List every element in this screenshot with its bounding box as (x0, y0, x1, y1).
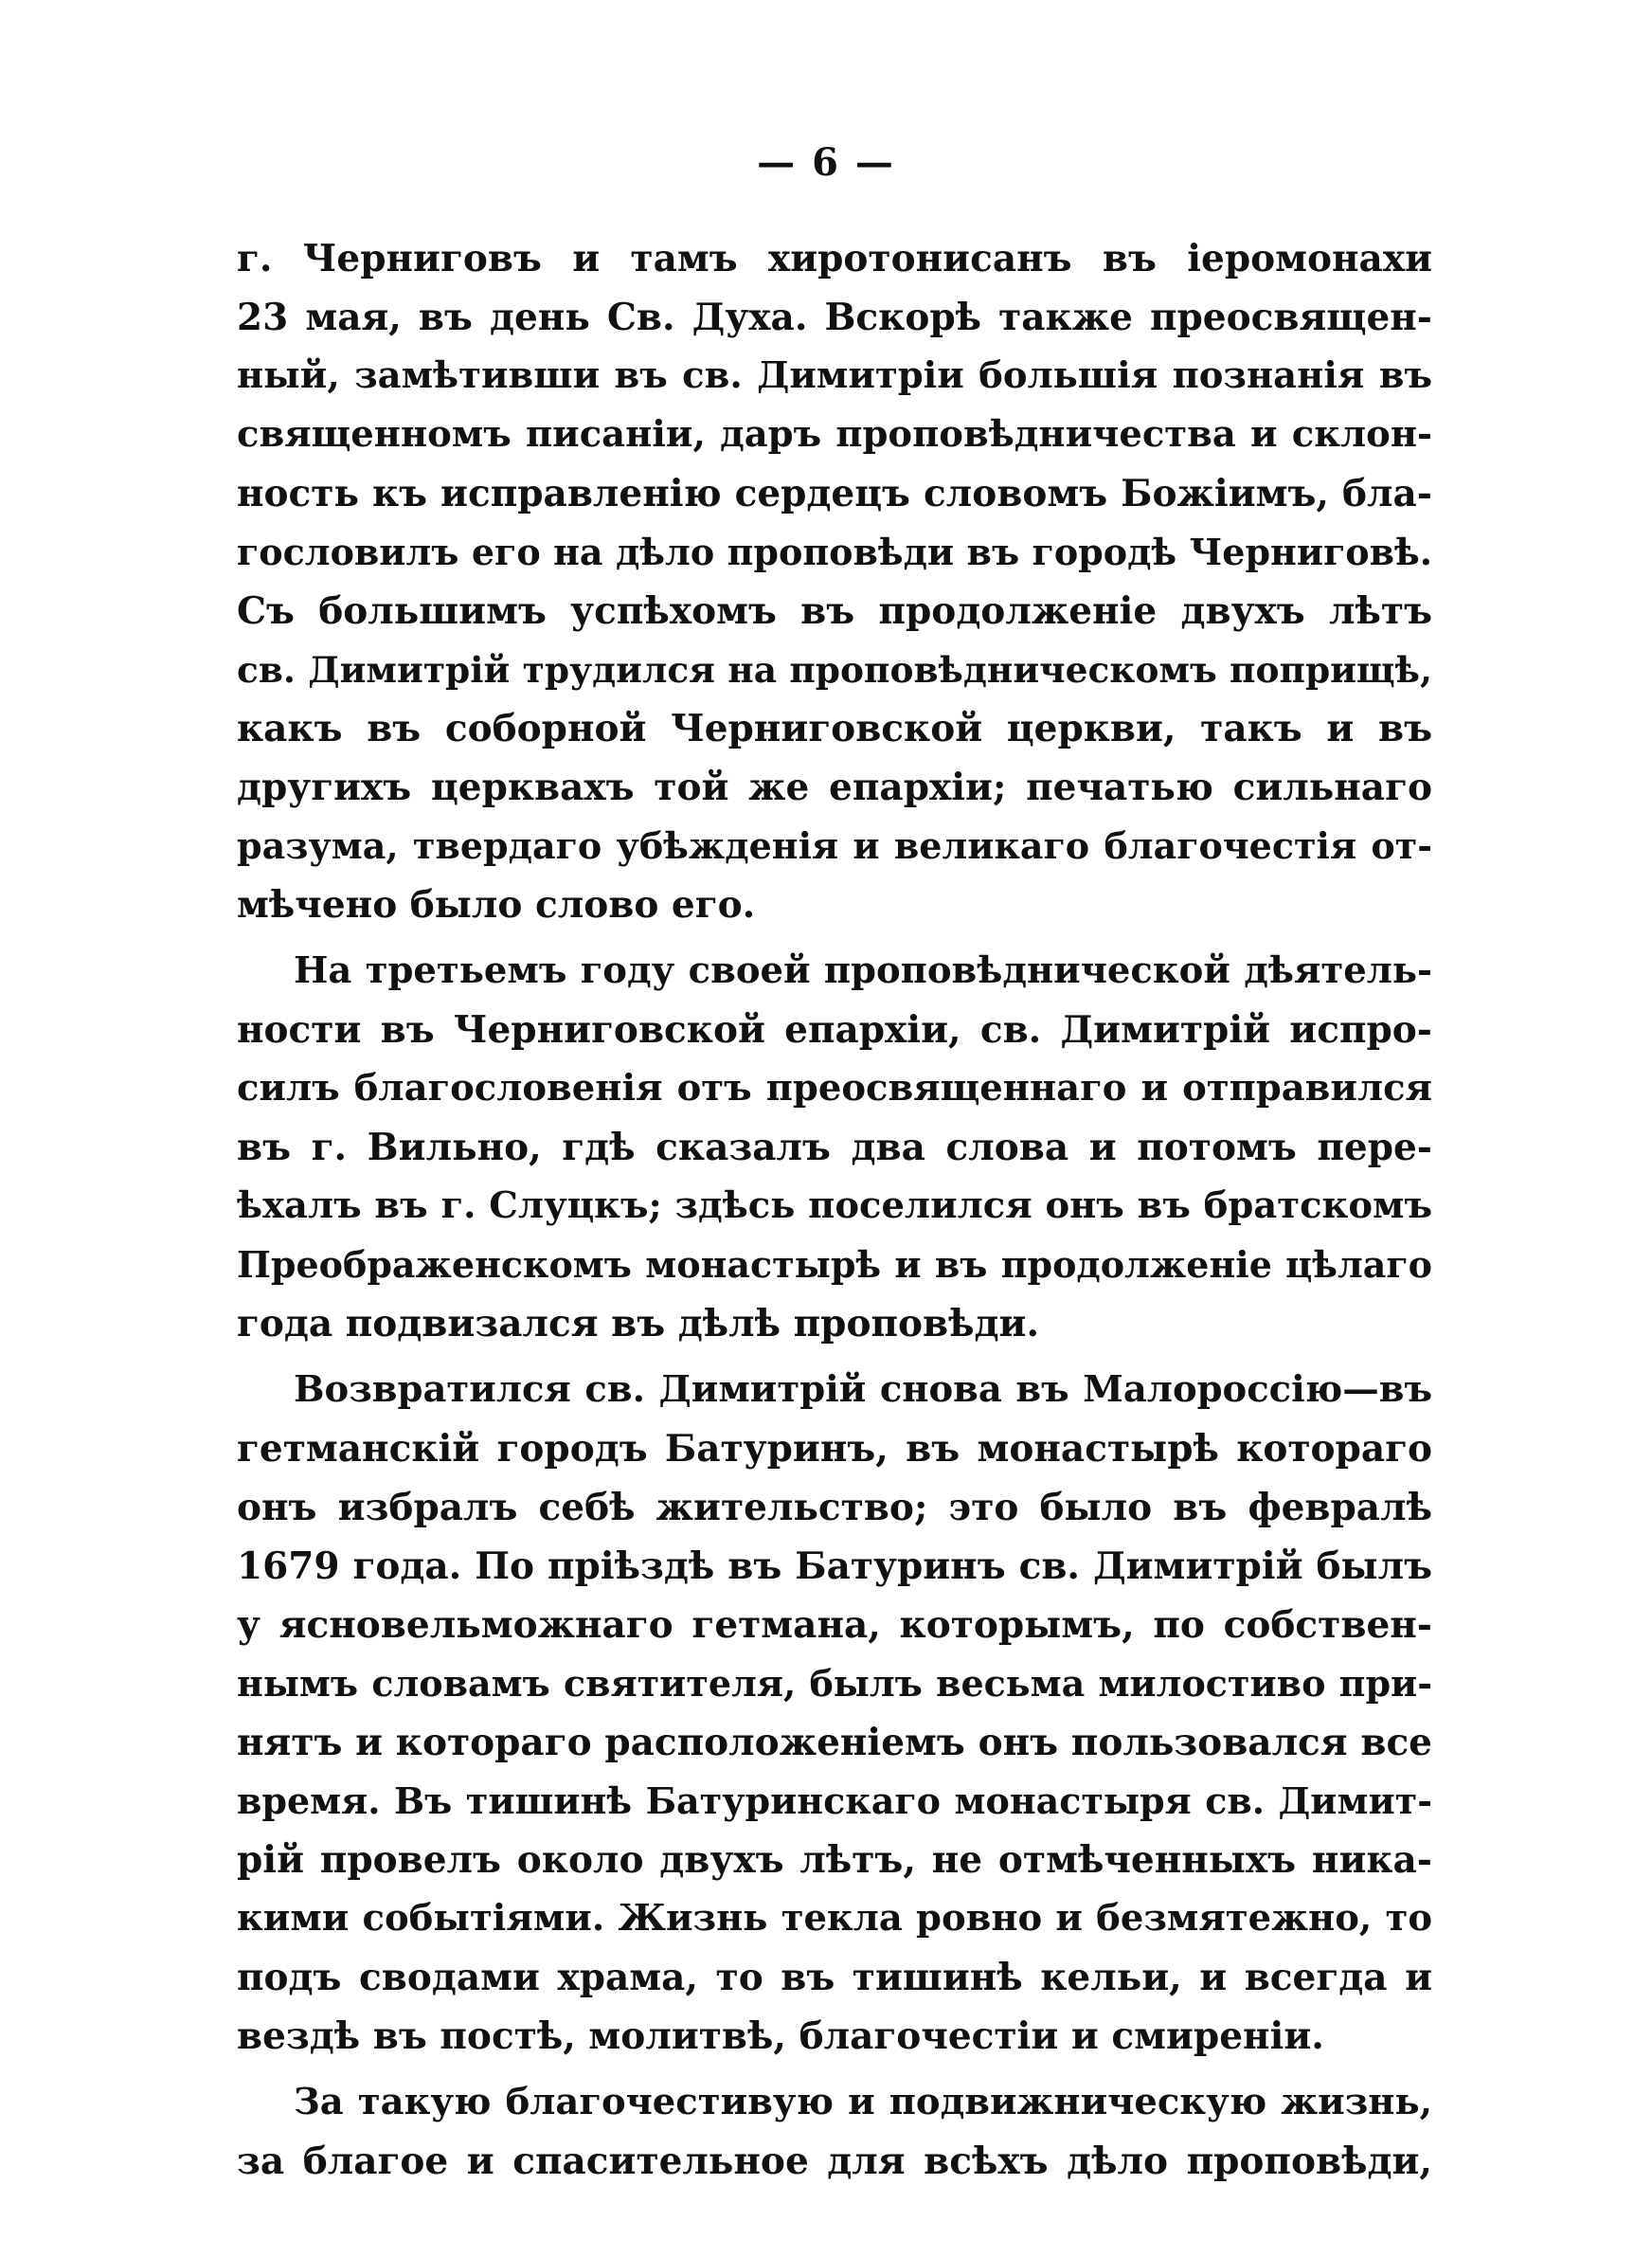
text-line: Съ большимъ успѣхомъ въ продолженіе двухъ лѣтъ (237, 589, 1432, 633)
text-line: нятъ и котораго расположеніемъ онъ пользовался все (237, 1721, 1432, 1764)
body-text (237, 229, 1432, 2191)
text-line: вездѣ въ постѣ, молитвѣ, благочестіи и смиреніи. (237, 2014, 1324, 2058)
page-number: — 6 — (757, 140, 895, 185)
text-line: рій провелъ около двухъ лѣтъ, не отмѣченныхъ ника- (237, 1838, 1432, 1882)
text-line: время. Въ тишинѣ Батуринскаго монастыря св. Димит- (237, 1779, 1432, 1822)
text-line: За такую благочестивую и подвижническую жизнь, (294, 2081, 1432, 2123)
text-line: Возвратился св. Димитрій снова въ Малороссію—въ (294, 1368, 1432, 1411)
text-line: другихъ церквахъ той же епархіи; печатью сильнаго (237, 766, 1432, 809)
text-line: подъ сводами храма, то въ тишинѣ кельи, и всегда и (237, 1956, 1432, 1999)
paragraph-1 (237, 229, 1432, 934)
text-line: мѣчено было слово его. (237, 883, 756, 927)
text-line: года подвизался въ дѣлѣ проповѣди. (237, 1302, 1040, 1345)
text-line: онъ избралъ себѣ жительство; это было въ февралѣ (237, 1486, 1432, 1529)
text-line: за благое и спасительное для всѣхъ дѣло проповѣди, (237, 2140, 1432, 2183)
text-line: разума, твердаго убѣжденія и великаго благочестія от- (237, 824, 1432, 867)
text-line: кими событіями. Жизнь текла ровно и безмятежно, то (237, 1897, 1432, 1940)
text-line: г. Черниговъ и тамъ хиротонисанъ въ іеромонахи (237, 237, 1432, 280)
paragraph-4 (237, 2073, 1432, 2191)
paragraph-3 (237, 1361, 1432, 2066)
text-line: священномъ писаніи, даръ проповѣдничества и склон- (237, 413, 1432, 456)
text-line: На третьемъ году своей проповѣднической дѣятель- (294, 949, 1432, 992)
paragraph-2 (237, 942, 1432, 1353)
text-line: св. Димитрій трудился на проповѣдническомъ поприщѣ, (237, 649, 1432, 691)
text-line: ѣхалъ въ г. Слуцкъ; здѣсь поселился онъ въ братскомъ (237, 1184, 1432, 1227)
text-line: нымъ словамъ святителя, былъ весьма милостиво при- (237, 1662, 1432, 1705)
text-line: ность къ исправленію сердецъ словомъ Божіимъ, бла- (237, 472, 1432, 515)
text-line: 23 мая, въ день Св. Духа. Вскорѣ также преосвящен- (237, 296, 1432, 339)
text-line: Преображенскомъ монастырѣ и въ продолженіе цѣлаго (237, 1243, 1432, 1286)
text-line: въ г. Вильно, гдѣ сказалъ два слова и потомъ пере- (237, 1126, 1432, 1169)
text-line: какъ въ соборной Черниговской церкви, такъ и въ (237, 707, 1432, 750)
text-line: гетманскій городъ Батуринъ, въ монастырѣ котораго (237, 1427, 1432, 1471)
text-line: гословилъ его на дѣло проповѣди въ городѣ Черниговѣ. (237, 531, 1432, 573)
text-line: ности въ Черниговской епархіи, св. Димитрій испро- (237, 1008, 1432, 1052)
text-line: силъ благословенія отъ преосвященнаго и отправился (237, 1067, 1432, 1110)
text-line: 1679 года. По пріѣздѣ въ Батуринъ св. Димитрій былъ (237, 1544, 1432, 1588)
text-line: ный, замѣтивши въ св. Димитріи большія познанія въ (237, 354, 1432, 397)
text-line: у ясновельможнаго гетмана, которымъ, по собствен- (237, 1603, 1432, 1647)
